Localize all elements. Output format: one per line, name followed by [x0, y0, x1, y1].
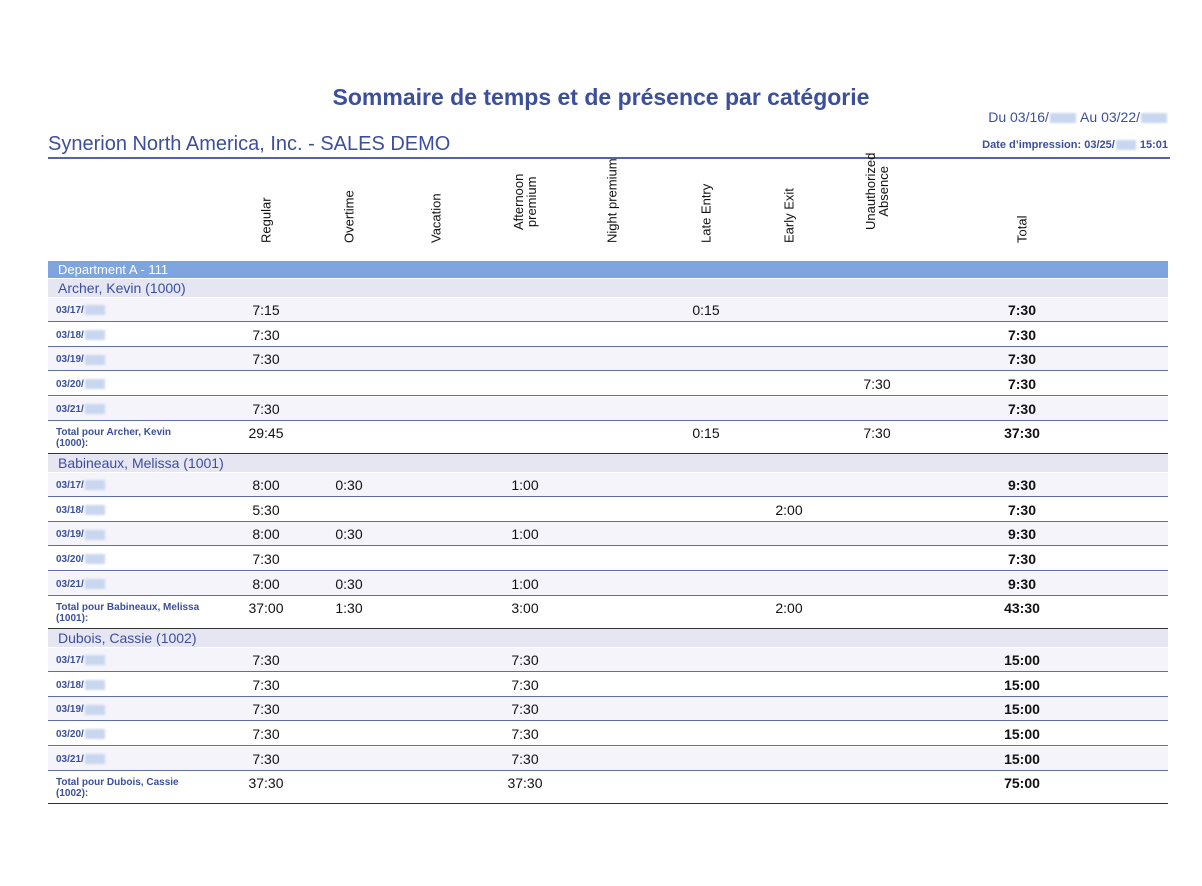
value-cell: 7:30: [252, 726, 280, 743]
redacted-year: [1116, 140, 1136, 150]
value-cell: 1:30: [335, 599, 363, 616]
date-label: [56, 330, 106, 341]
value-cell: 7:30: [863, 376, 891, 393]
table-row: [48, 347, 1168, 371]
redacted-year: [85, 554, 105, 564]
value-cell: 37:00: [248, 599, 284, 616]
date-text: 03/21/: [56, 753, 84, 765]
table-row: [48, 522, 1168, 546]
column-header-label: Night premium: [604, 158, 620, 243]
value-cell: 1:00: [511, 575, 539, 592]
date-label: [56, 754, 106, 765]
table-row: [48, 298, 1168, 322]
employee-header: Babineaux, Melissa (1001): [48, 454, 1168, 472]
column-header: [246, 166, 286, 256]
redacted-year: [85, 379, 105, 389]
date-text: 03/19/: [56, 704, 84, 716]
value-cell: 37:30: [1004, 424, 1040, 441]
date-text: 03/19/: [56, 529, 84, 541]
table-row: [48, 648, 1168, 672]
column-header: [769, 166, 809, 256]
total-row: [48, 597, 1168, 629]
table-row: [48, 372, 1168, 396]
value-cell: 7:30: [1007, 351, 1037, 368]
redacted-year: [1141, 113, 1167, 123]
total-row: [48, 422, 1168, 454]
redacted-year: [85, 330, 105, 340]
redacted-year: [1050, 113, 1076, 123]
value-cell: 7:30: [252, 701, 280, 718]
value-cell: 8:00: [252, 526, 280, 543]
total-row: [48, 772, 1168, 804]
table-row: [48, 747, 1168, 771]
table-row: [48, 547, 1168, 571]
column-header: [1002, 166, 1042, 256]
date-label: [56, 680, 106, 691]
value-cell: 43:30: [1004, 599, 1040, 616]
column-header-label: Early Exit: [781, 188, 797, 243]
value-cell: 0:15: [692, 424, 720, 441]
redacted-year: [85, 705, 105, 715]
value-cell: 0:30: [335, 575, 363, 592]
date-text: 03/20/: [56, 379, 84, 391]
column-header: [592, 158, 632, 256]
date-text: 03/19/: [56, 354, 84, 366]
value-cell: 29:45: [248, 424, 284, 441]
column-header-label: Regular: [258, 197, 274, 243]
column-header-label: Late Entry: [698, 183, 714, 243]
value-cell: 7:30: [511, 701, 539, 718]
table-row: [48, 473, 1168, 497]
date-label: [56, 704, 106, 715]
redacted-year: [85, 530, 105, 540]
redacted-year: [85, 505, 105, 515]
column-header-label: Vacation: [428, 193, 444, 243]
value-cell: 15:00: [1004, 750, 1040, 767]
value-cell: 7:30: [511, 750, 539, 767]
redacted-year: [85, 655, 105, 665]
value-cell: 7:30: [1007, 501, 1037, 518]
value-cell: 7:30: [252, 676, 280, 693]
period-from: Du 03/16/: [988, 109, 1049, 125]
value-cell: 7:30: [252, 551, 280, 568]
redacted-year: [85, 754, 105, 764]
date-label: [56, 579, 106, 590]
report-period: [988, 109, 1168, 125]
value-cell: 15:00: [1004, 676, 1040, 693]
report-title: Sommaire de temps et de présence par catégorie: [332, 84, 870, 110]
redacted-year: [85, 305, 105, 315]
value-cell: 7:30: [1007, 376, 1037, 393]
date-text: 03/17/: [56, 655, 84, 666]
total-label: Total pour Archer, Kevin (1000):: [56, 426, 172, 449]
total-label: Total pour Babineaux, Melissa (1001):: [56, 601, 200, 624]
value-cell: 9:30: [1007, 477, 1037, 493]
value-cell: 7:30: [511, 726, 539, 743]
column-header: [505, 166, 545, 256]
column-header: [416, 166, 456, 256]
date-label: [56, 655, 106, 666]
date-label: [56, 404, 106, 415]
date-label: [56, 729, 106, 740]
column-header: [857, 152, 897, 256]
value-cell: 7:30: [1007, 326, 1037, 343]
value-cell: 9:30: [1007, 575, 1037, 592]
table-row: [48, 673, 1168, 697]
date-text: 03/21/: [56, 578, 84, 590]
print-date: [982, 139, 1168, 151]
date-text: 03/17/: [56, 305, 84, 316]
date-label: [56, 305, 106, 316]
redacted-year: [85, 680, 105, 690]
value-cell: 37:30: [248, 774, 284, 791]
value-cell: 3:00: [511, 599, 539, 616]
value-cell: 75:00: [1004, 774, 1040, 791]
date-text: 03/17/: [56, 480, 84, 491]
value-cell: 7:30: [1007, 302, 1037, 318]
table-row: [48, 397, 1168, 421]
value-cell: 15:00: [1004, 701, 1040, 718]
value-cell: 15:00: [1004, 726, 1040, 743]
column-header-label: Unauthorized Absence: [863, 152, 891, 230]
value-cell: 15:00: [1004, 652, 1040, 668]
value-cell: 0:30: [335, 477, 363, 493]
print-time: 15:01: [1136, 139, 1168, 151]
date-text: 03/18/: [56, 679, 84, 691]
value-cell: 9:30: [1007, 526, 1037, 543]
print-date-label: Date d’impression: 03/25/: [982, 139, 1115, 151]
redacted-year: [85, 404, 105, 414]
total-label: Total pour Dubois, Cassie (1002):: [56, 776, 179, 799]
department-header: Department A - 111: [48, 261, 1168, 278]
employee-header: Dubois, Cassie (1002): [48, 629, 1168, 647]
value-cell: 2:00: [775, 599, 803, 616]
value-cell: 1:00: [511, 477, 539, 493]
table-row: [48, 572, 1168, 596]
value-cell: 7:30: [252, 400, 280, 417]
redacted-year: [85, 579, 105, 589]
value-cell: 7:30: [252, 750, 280, 767]
company-name: Synerion North America, Inc. - SALES DEMO: [48, 133, 451, 155]
employee-header: Archer, Kevin (1000): [48, 279, 1168, 297]
value-cell: 37:30: [507, 774, 543, 791]
value-cell: 7:30: [511, 676, 539, 693]
date-label: [56, 554, 106, 565]
redacted-year: [85, 480, 105, 490]
value-cell: 7:30: [863, 424, 891, 441]
value-cell: 7:30: [1007, 551, 1037, 568]
value-cell: 7:15: [252, 302, 280, 318]
table-row: [48, 722, 1168, 746]
value-cell: 7:30: [1007, 400, 1037, 417]
value-cell: 7:30: [511, 652, 539, 668]
value-cell: 5:30: [252, 501, 280, 518]
period-to: Au 03/22/: [1076, 109, 1140, 125]
value-cell: 8:00: [252, 575, 280, 592]
value-cell: 0:30: [335, 526, 363, 543]
date-text: 03/21/: [56, 403, 84, 415]
date-text: 03/20/: [56, 729, 84, 741]
date-label: [56, 379, 106, 390]
column-header: [686, 166, 726, 256]
date-label: [56, 354, 106, 365]
table-row: [48, 323, 1168, 347]
column-header-label: Total: [1014, 215, 1030, 243]
date-text: 03/18/: [56, 329, 84, 341]
column-header-label: Afternoon premium: [511, 173, 539, 230]
date-text: 03/18/: [56, 504, 84, 516]
column-header-label: Overtime: [341, 190, 357, 243]
date-text: 03/20/: [56, 554, 84, 566]
value-cell: 7:30: [252, 652, 280, 668]
column-header: [329, 166, 369, 256]
table-row: [48, 697, 1168, 721]
redacted-year: [85, 355, 105, 365]
value-cell: 8:00: [252, 477, 280, 493]
date-label: [56, 505, 106, 516]
value-cell: 7:30: [252, 326, 280, 343]
value-cell: 0:15: [692, 302, 720, 318]
date-label: [56, 480, 106, 491]
value-cell: 2:00: [775, 501, 803, 518]
value-cell: 1:00: [511, 526, 539, 543]
date-label: [56, 529, 106, 540]
redacted-year: [85, 729, 105, 739]
value-cell: 7:30: [252, 351, 280, 368]
table-row: [48, 498, 1168, 522]
